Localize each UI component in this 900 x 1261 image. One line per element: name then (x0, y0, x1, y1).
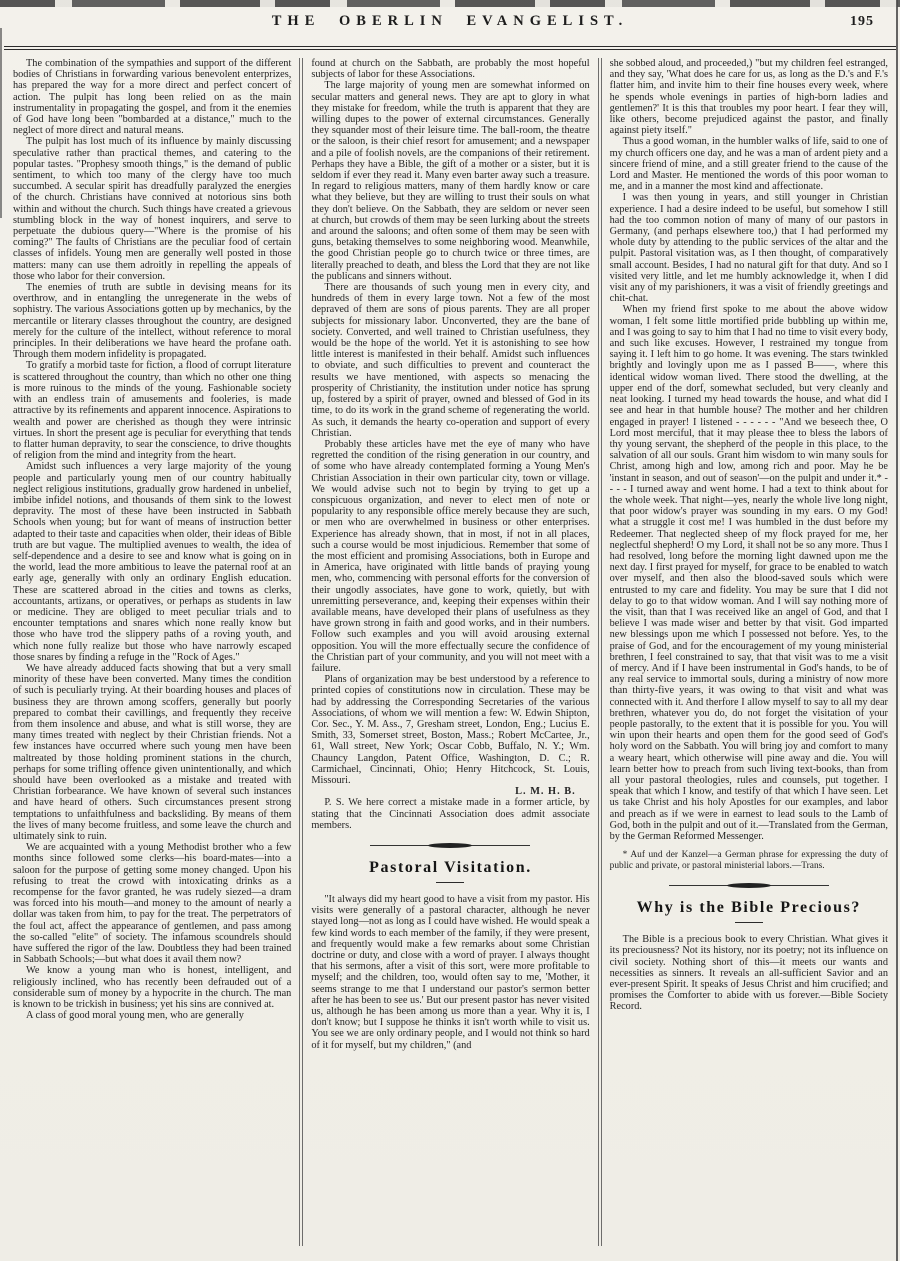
article-paragraph: she sobbed aloud, and proceeded,) "but my children feel estranged, and they say, 'What does he care for us, as long as the D.'s and F.'s flatter him, and invite him to their fine houses every week, where he spends whole evenings in parties of high-born ladies and gentlemen?' It is this that troubles my poor heart. I fear they will, like others, become prejudiced against the pastor, and finally against piety itself." (609, 58, 888, 137)
article-paragraph: There are thousands of such young men in every city, and hundreds of them in every large town. Not a few of the most depraved of them are sons of pious parents. They are all proper subjects for missionary labor. Unconverted, they are the bane of society. Converted, and well trained to Christian usefulness, they would be the hope of the world. Yet it is astonishing to see how little interest is manifested in their behalf. Amidst such influences to obviate, and such difficulties to prevent and counteract the results we have mentioned, with aspects so menacing the prosperity of Christianity, the institution under notice has sprung up, fostered by a spirit of prayer, owned and blessed of God in its time, to do its work in the grand scheme of regenerating the world. As such, it demands the hearty co-operation and support of every Christian. (311, 282, 590, 439)
heading-why-is-the-bible-precious: Why is the Bible Precious? (610, 899, 888, 923)
article-paragraph: Amidst such influences a very large majority of the young people and particularly young men of our country habitually neglect religious institutions, gradually grow hardened in unbelief, imbibe infidel notions, and thousands of them sink to the lowest depravity. The most of these have been instructed in Sabbath Schools when young; but for want of means of instruction better adapted to their taste and capacities when older, their ideas of Bible truth are but vague. The multiplied avenues to wealth, the idea of self-dependence and a desire to see and know what is going on in the world, lead the more ambitious to leave the paternal roof at an early age, generally with only an ordinary English education. These are scattered abroad in the cities and towns as clerks, accountants, artizans, or operatives, or perhaps as students in law or medicine. They are obliged to meet peculiar trials and to encounter temptations and snares which none really know but those who have trod the slippery paths of a roving youth, and which none fully realize but those who have narrowly escaped those snares by finding a refuge in the "Rock of Ages." (13, 461, 292, 663)
article-paragraph: The large majority of young men are somewhat informed on secular matters and general news. They are apt to glory in what they mistake for freedom, while the truth is apparent that they are willing dupes to the power of external circumstances. Generally they squander most of their leisure time. The ball-room, the theatre or the saloon, is their chief resort for amusement; and a newspaper and a pile of foolish novels, are the companions of their retirement. Perhaps they have a Bible, the gift of a mother or a sister, but it is seldom if ever they read it. Many even barter away such a treasure. In regard to religious matters, many of them hardly know or care what they believe, but they are willing to trust their souls on what they don't believe. On the Sabbath, they are seldom or never seen at church, but crowds of them may be seen lurking about the streets and around the saloons; and often some of them may be seen with guns, betaking themselves to some neighboring wood. Meanwhile, the good Christian people go to church twice or three times, are literally preached to death, and bless the Lord that they are not like the publicans and sinners without. (311, 80, 590, 282)
article-paragraph: Plans of organization may be best understood by a reference to printed copies of constitutions now in circulation. These may be had by addressing the Corresponding Secretaries of the various Associations, of whom we will mention a few: W. Edwin Shipton, Cor. Sec., Y. M. Ass., 7, Gresham street, London, Eng.; Lucius E. Smith, 33, Somerset street, Boston, Mass.; Robert McCartee, Jr., 61, Wall street, New York; Oscar Cobb, Buffalo, N. Y.; Wm. Chauncy Langdon, Patent Office, Washington, D. C.; R. Carmichael, Cincinnati, Ohio; Henry Hitchcock, St. Louis, Missouri. (311, 674, 590, 786)
article-paragraph: A class of good moral young men, who are generally (26, 1010, 244, 1022)
scan-left-edge-artifact (0, 28, 2, 218)
article-paragraph: When my friend first spoke to me about the above widow woman, I felt some little mortified pride bubbling up within me, and I was going to say to him that I had no time to visit every body, and such like excuses. However, I restrained my tongue from saying it. I left him to go home. It was evening. The stars twinkled brightly and lovingly upon me as I passed B——, where this identical widow woman lived. There stood the dwelling, at the upper end of the dorf, somewhat secluded, but very cleanly and neat looking. I turned my head towards the house, and what did I see and hear in that humble house? The mother and her children engaged in prayer! I listened - - - - - - "And we beseech thee, O Lord most merciful, that it may please thee to bless the labors of thy young servant, the shepherd of the people in this place, to the salvation of all our souls. Grant him wisdom to win many souls for Christ, among high and low, among rich and poor. May he be 'instant in season, and out of season'—on the pulpit and under it.* - - - - I turned away and went home. I had a text to think about for the whole week. That night—yes, nearly the whole live long night, that poor widow's prayer was sounding in my ears. O my God! what a struggle it cost me! I was humbled in the dust before my Redeemer. That neglected sheep of my flock prayed for me, her neglectful shepherd! O my Lord, it shall not be so any more. Thus I had resolved, long before the morning light dawned upon me the next day. I first prayed for myself, for grace to be enabled to watch over myself, and then also the blood-saved souls which were entrusted to my care and fidelity. You may be sure that I did not delay to go to that widow woman. And I will say nothing more of the visit, than that I was received like an angel of God, and that I believe I was made wiser and better by that visit. God imparted new blessings upon me which I possessed not before. Yes, to the praise of God, and for the encouragement of my young ministerial brethren, I feel constrained to say, that that visit was to me a visit of mercy. And if I have been instrumental in God's hands, to be of any real service to immortal souls, during a ministry of now more than thirty-five years, it was owing to that visit and what was connected with it. And therfore I allow myself to say to all my dear brethren, whatever you do, do not forget the visitation of your people pastorally, to the extent that it is possible for you. You will win upon their hearts and open them for the good seed of God's holy word on the Sabbath. You will bring joy and comfort to many a weary heart, which otherwise will pine away and die. You will learn better how to preach from such living text-books, than from all your pastoral theologies, rules and counsels, put together. I speak that which I know, and testify of that which I have seen. Let us take Christ and his holy Apostles for our examples, and labor and preach as if we were in earnest to lead souls to the Lamb of God, both in the pulpit and out of it.—Translated from the German, by the German Reformed Messenger. (609, 304, 888, 843)
article-paragraph: To gratify a morbid taste for fiction, a flood of corrupt literature is scattered throughout the country, than which no other one thing is more ruinous to the minds of the young. Fashionable society with an endless train of amusements and fooleries, is made attractive by its refinements and apparent innocence. Aspirations to wealth and power are cherished as though they were intrinsic virtues. In short the present age is peculiar for everything that tends to flatter human depravity, to sear the conscience, to drive thoughts of religion from the mind and integrity from the heart. (13, 360, 292, 462)
swelled-rule-icon (727, 883, 771, 888)
section-divider-rule (669, 881, 829, 890)
article-paragraph: found at church on the Sabbath, are probably the most hopeful subjects of labor for these Associations. (311, 58, 590, 81)
column-1 (6, 58, 298, 1246)
column-2 (304, 58, 596, 1246)
signature-initials: L. M. H. B. (515, 786, 576, 798)
page-number: 195 (850, 14, 874, 29)
scan-right-edge-artifact (896, 0, 898, 1261)
section-divider-rule (370, 841, 530, 850)
article-paragraph: P. S. We here correct a mistake made in a former article, by stating that the Cincinnati Association does admit associate members. (311, 797, 590, 831)
column-layout (0, 50, 900, 1246)
article-paragraph: The enemies of truth are subtle in devising means for its overthrow, and in entangling the unregenerate in the webs of sophistry. The various Associations gotten up by mechanics, by the mercantile or literary classes throughout the country, are designed merely for the culture of the intellect, without reference to moral principles. In their deliberations we have heard the profane oath. Through them modern infidelity is propagated. (13, 282, 292, 361)
column-3 (603, 58, 895, 1246)
header-double-rule (4, 46, 896, 50)
translator-footnote: * Auf und der Kanzel—a German phrase for expressing the duty of public and private, or pastoral ministerial labors.—Trans. (609, 850, 888, 871)
heading-pastoral-visitation: Pastoral Visitation. (311, 859, 589, 883)
page-header (0, 0, 900, 50)
article-paragraph: Probably these articles have met the eye of many who have regretted the condition of the rising generation in our country, and of some who have already contemplated forming a Young Men's Christian Association in their own particular city, town or village. We would advise such not to begin by trying to get up a conspicuous organization, and never to elect men of note or popularity to any responsible office merely because they are such, or men who are overwhelmed in business or other enterprises. Experience has already shown, that in most, if not in all places, such a course would be most injudicious. Remember that some of the most efficient and promising Associations, both in Europe and in America, have originated with little bands of praying young men, who, commencing with personal efforts for the conversion of their ungodly associates, have gone to work, quietly, but with unremitting perseverance, and, keeping their expenses within their available means, have developed their plans of usefulness as they have grown strong in faith and good works, and in their numbers. Follow such examples and you will avoid arousing external opposition. You will the more effectually secure the confidence of the Christian part of your community, and you will not meet with a failure. (311, 438, 590, 674)
article-paragraph: I was then young in years, and still younger in Christian experience. I had a desire indeed to be useful, but somehow I still had the too common notion of many of many of our pastors in Germany, (and perhaps elsewhere too,) that I had performed my whole duty by attending to the public services of the altar and the pulpit. Pastoral visitation was, as I then thought, of comparatively small account. Besides, I had no natural gift for that duty. And so I visited very little, and let me humbly acknowledge it, when I did visit any of my parishioners, it was a visit of friendly greetings and chit-chat. (609, 192, 888, 305)
column-rule-1 (299, 58, 303, 1246)
masthead-title: THE OBERLIN EVANGELIST. (271, 13, 629, 29)
article-paragraph: We have already adduced facts showing that but a very small minority of these have been converted. Many times the condition of such is peculiarly trying. At their boarding houses and places of business they are thrown among scoffers, generally but poorly prepared to combat their cavillings, and frequently they receive from them insolence and abuse, and what is still worse, they are many times treated with neglect by their Christian friends. Not a few instances have occurred where such young men have been maltreated by those holding prominent stations in the church, perhaps for some trifling offence given unintentionally, and which should have been overlooked as a mistake and treated with Christian forbearance. We have known of several such instances and have heard of others. Such circumstances present strong temptations to unfaithfulness and backsliding. By means of them the lives of many become fruitless, and some leave the church and ultimately sink to ruin. (13, 662, 292, 843)
swelled-rule-icon (428, 843, 472, 848)
article-paragraph: We know a young man who is honest, intelligent, and religiously inclined, who has recently been defrauded out of a considerable sum of money by a hypocrite in the church. The man is known to be trickish in business; yet his sins are connived at. (13, 965, 292, 1011)
article-paragraph: The combination of the sympathies and support of the different bodies of Christians in forwarding various benevolent enterprizes, has prepared the way for a more direct and perfect concert of action. The pulpit has long been relied on as the main instrumentality in propagating the gospel, and from it the enemies of God have long been "bombarded at a distance," much to the neglect of more direct and natural means. (13, 58, 292, 137)
article-paragraph: The pulpit has lost much of its influence by mainly discussing speculative rather than practical themes, and catering to the popular tastes. "Prophesy smooth things," is the demand of public sentiment, to which too many of the clergy have too much succumbed. A secular spirit has dreadfully paralyzed the energies of the church. Christians have connived at notorious sins both within and without the church. Such things have created a grievous stumbling block in the way of honest inquirers, and serve to perpetuate the dubious query—"Where is the promise of his coming?" The faults of Christians are the peculiar food of certain classes of infidels. Young men are generally well posted in those matters: many can use them adroitly in repelling the appeals of those who labor for their conversion. (13, 136, 292, 282)
article-paragraph: Thus a good woman, in the humbler walks of life, said to one of my church officers one day, and he was a man of ardent piety and a sincere friend of mine, and a still greater friend to the cause of the Lord and Master. He mentioned the words of this poor woman to me, and in a manner the most kind and affectionate. (609, 136, 888, 193)
article-paragraph: We are acquainted with a young Methodist brother who a few months since followed some clerks—his board-mates—into a saloon for the purpose of getting some money changed. Upon his refusing to treat the crowd with intoxicating drinks as a recompense for the favor granted, he was rudely siezed—a dram was forced into his mouth—and money to the amount of nearly a dollar was taken from him, to pay for the treat. The perpetrators of the foul act, affect the appearance of gentlemen, and pass among the so-called "elite" of society. The infamous scoundrels should have suffered the rigor of the law. Doubtless they had been trained in Sabbath Schools;—but what does it avail them now? (13, 842, 292, 966)
article-paragraph: "It always did my heart good to have a visit from my pastor. His visits were generally of a pastoral character, although he never stayed long—not as long as I could have wished. He would speak a few kind words to each member of the family, if they were present, and frequently would make a few remarks about some Christian doctrine or duty, and close with a word of prayer. I always thought that his sermons, after a visit of this sort, were more profitable to myself; and the children, too, would often say to me, 'Mother, it seems strange to me that I understand our pastor's sermon better after he has been to see us.' But our present pastor has never visited us, although he has been among us more than a year. Why it is, I don't know; but I suppose he thinks it isn't worth while to visit us. You see we are only ordinary people, and I would not think so hard of it for myself, but my children," (and (311, 894, 590, 1051)
article-paragraph: The Bible is a precious book to every Christian. What gives it its preciousness? Not its history, nor its poetry; not its influence on civil society. Nothing short of this—it meets our wants and necessities as sinners. It reveals an all-sufficient Savior and an ever-present Spirit. It speaks of Jesus Christ and him crucified; and promises the Comforter to abide with us forever.—Bible Society Record. (609, 934, 888, 1013)
column-rule-2 (598, 58, 602, 1246)
